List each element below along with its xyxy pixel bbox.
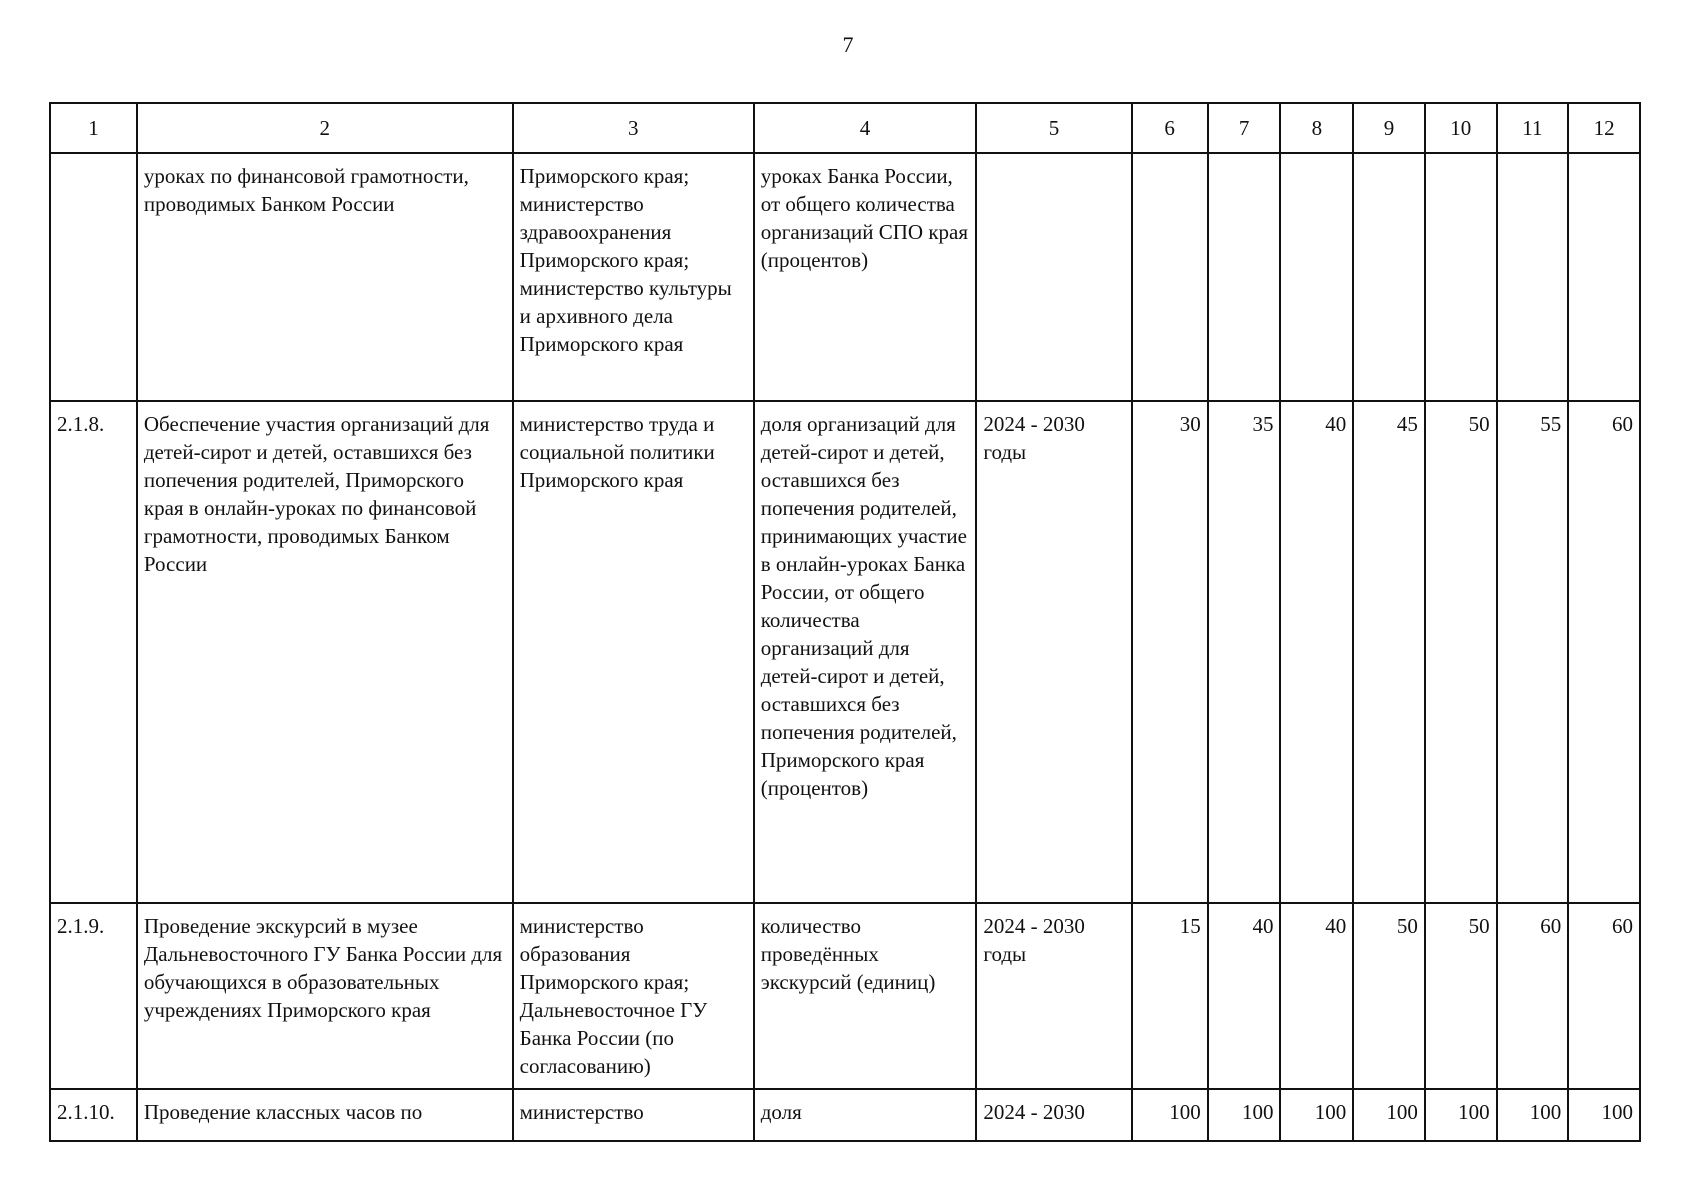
value-cell: 35 bbox=[1208, 401, 1281, 903]
value-cell bbox=[1132, 153, 1208, 401]
period-cell: 2024 - 2030 годы bbox=[976, 903, 1131, 1089]
value-cell: 50 bbox=[1425, 903, 1497, 1089]
header-cell: 7 bbox=[1208, 103, 1281, 153]
header-cell: 5 bbox=[976, 103, 1131, 153]
event-cell: Обеспечение участия организаций для детей-сирот и детей, оставшихся без попечения родителей, Приморского края в онлайн-уроках по финансовой грамотности, проводимых Банком России bbox=[137, 401, 513, 903]
header-cell: 9 bbox=[1353, 103, 1425, 153]
page-number: 7 bbox=[842, 32, 854, 57]
value-cell: 45 bbox=[1353, 401, 1425, 903]
header-row bbox=[50, 103, 1640, 153]
value-cell: 100 bbox=[1353, 1089, 1425, 1141]
responsible-cell: министерство bbox=[513, 1089, 754, 1141]
indicator-cell: уроках Банка России, от общего количества организаций СПО края (процентов) bbox=[754, 153, 977, 401]
event-cell: Проведение экскурсий в музее Дальневосточного ГУ Банка России для обучающихся в образовательных учреждениях Приморского края bbox=[137, 903, 513, 1089]
row-id: 2.1.10. bbox=[50, 1089, 137, 1141]
header-cell: 10 bbox=[1425, 103, 1497, 153]
header-cell: 11 bbox=[1497, 103, 1569, 153]
value-cell: 100 bbox=[1568, 1089, 1640, 1141]
table-row bbox=[50, 153, 1640, 401]
header-cell: 8 bbox=[1280, 103, 1353, 153]
header-cell: 1 bbox=[50, 103, 137, 153]
header-cell: 4 bbox=[754, 103, 977, 153]
event-cell: уроках по финансовой грамотности, проводимых Банком России bbox=[137, 153, 513, 401]
value-cell bbox=[1568, 153, 1640, 401]
table-row bbox=[50, 1089, 1640, 1141]
period-cell bbox=[976, 153, 1131, 401]
value-cell: 100 bbox=[1208, 1089, 1281, 1141]
event-cell: Проведение классных часов по bbox=[137, 1089, 513, 1141]
header-cell: 12 bbox=[1568, 103, 1640, 153]
row-id: 2.1.8. bbox=[50, 401, 137, 903]
value-cell: 50 bbox=[1425, 401, 1497, 903]
row-id: 2.1.9. bbox=[50, 903, 137, 1089]
value-cell: 60 bbox=[1568, 903, 1640, 1089]
value-cell: 100 bbox=[1425, 1089, 1497, 1141]
value-cell: 40 bbox=[1208, 903, 1281, 1089]
responsible-cell: министерство труда и социальной политики Приморского края bbox=[513, 401, 754, 903]
value-cell bbox=[1425, 153, 1497, 401]
plan-table bbox=[49, 102, 1641, 1142]
value-cell: 40 bbox=[1280, 401, 1353, 903]
value-cell bbox=[1280, 153, 1353, 401]
table-row bbox=[50, 903, 1640, 1089]
header-cell: 2 bbox=[137, 103, 513, 153]
responsible-cell: министерство образования Приморского края; Дальневосточное ГУ Банка России (по согласованию) bbox=[513, 903, 754, 1089]
indicator-cell: доля организаций для детей-сирот и детей, оставшихся без попечения родителей, принимающих участие в онлайн-уроках Банка России, от общего количества организаций для детей-сирот и детей, оставшихся без попечения родителей, Приморского края (процентов) bbox=[754, 401, 977, 903]
indicator-cell: доля bbox=[754, 1089, 977, 1141]
value-cell: 55 bbox=[1497, 401, 1569, 903]
value-cell: 30 bbox=[1132, 401, 1208, 903]
value-cell: 50 bbox=[1353, 903, 1425, 1089]
value-cell: 60 bbox=[1568, 401, 1640, 903]
header-cell: 6 bbox=[1132, 103, 1208, 153]
period-cell: 2024 - 2030 годы bbox=[976, 401, 1131, 903]
table-row bbox=[50, 401, 1640, 903]
row-id bbox=[50, 153, 137, 401]
value-cell: 100 bbox=[1497, 1089, 1569, 1141]
value-cell: 100 bbox=[1280, 1089, 1353, 1141]
value-cell bbox=[1208, 153, 1281, 401]
indicator-cell: количество проведённых экскурсий (единиц) bbox=[754, 903, 977, 1089]
value-cell bbox=[1353, 153, 1425, 401]
value-cell: 60 bbox=[1497, 903, 1569, 1089]
value-cell bbox=[1497, 153, 1569, 401]
value-cell: 15 bbox=[1132, 903, 1208, 1089]
period-cell: 2024 - 2030 bbox=[976, 1089, 1131, 1141]
header-cell: 3 bbox=[513, 103, 754, 153]
value-cell: 40 bbox=[1280, 903, 1353, 1089]
value-cell: 100 bbox=[1132, 1089, 1208, 1141]
responsible-cell: Приморского края; министерство здравоохранения Приморского края; министерство культуры и архивного дела Приморского края bbox=[513, 153, 754, 401]
